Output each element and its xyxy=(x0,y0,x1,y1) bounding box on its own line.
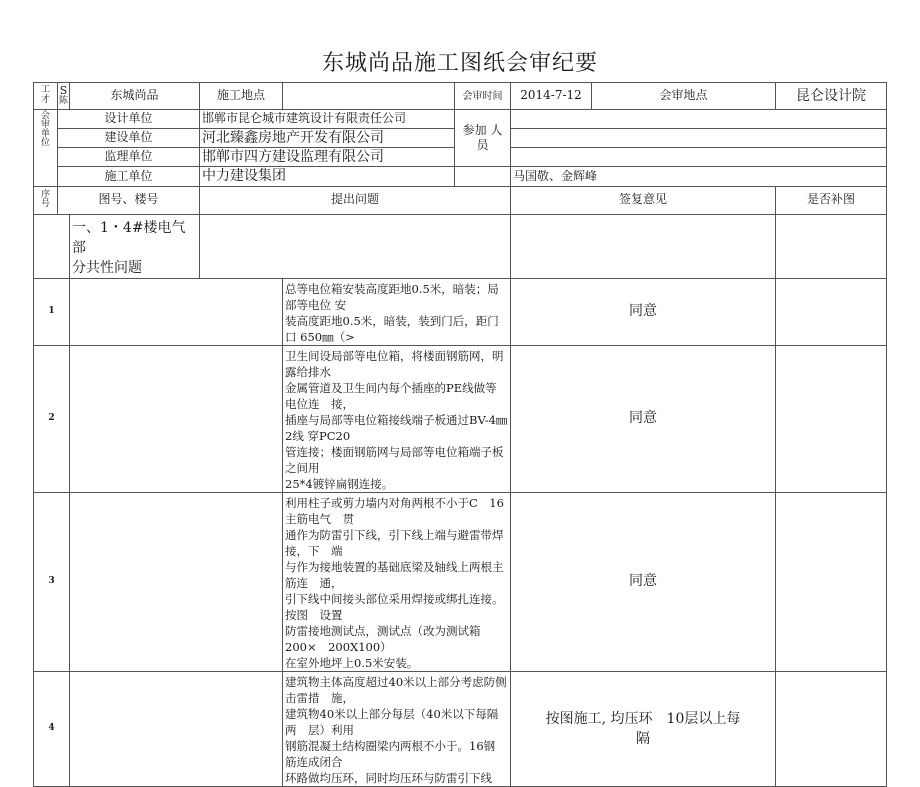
participants-label-blank xyxy=(455,167,511,186)
unit-name: 邯郸市四方建设监理有限公司 xyxy=(200,148,455,167)
item-issue: 建筑物主体高度超过40米以上部分考虑防侧击雷措 施， 建筑物40米以上部分每层（40米以下每隔两 层）利用 钢筋混凝土结构圈梁内两根不小于。16钢 筋连成闭合 环路做均压环，同时均压环与防雷引下线 xyxy=(283,671,511,786)
units-side-label: 会审单位 xyxy=(34,110,58,187)
col-drawing: 图号、楼号 xyxy=(58,186,200,214)
item-reply: 同意 xyxy=(511,492,776,671)
participant-cell xyxy=(511,110,887,129)
site-value xyxy=(283,83,455,110)
column-header-row xyxy=(34,186,887,214)
project-name: 东城尚品 xyxy=(70,83,200,110)
unit-name: 邯郸市昆仑城市建筑设计有限责任公司 xyxy=(200,110,455,129)
item-issue: 总等电位箱安装高度距地0.5米，暗装；局部等电位 安 装高度距地0.5米，暗装，装到门后，距门口 650㎜（> xyxy=(283,278,511,345)
header-info-row xyxy=(34,83,887,110)
project-side-label: 工 才 xyxy=(34,83,58,110)
review-table xyxy=(33,82,887,787)
meeting-time-value: 2014-7-12 xyxy=(511,83,592,109)
document-title: 东城尚品施工图纸会审纪要 xyxy=(321,51,598,76)
table-row xyxy=(34,671,887,786)
participants-label: 参加 人 员 xyxy=(455,110,511,167)
s-label: S 陈 xyxy=(58,83,70,110)
unit-row xyxy=(34,167,887,186)
item-number: 2 xyxy=(34,345,70,492)
section-heading: 一、1・4#楼电气部 分共性问题 xyxy=(70,214,200,278)
meeting-place-value: 昆仑设计院 xyxy=(776,83,887,110)
unit-row xyxy=(34,110,887,129)
table-row xyxy=(34,278,887,345)
site-label: 施工地点 xyxy=(200,83,283,110)
meeting-time-group xyxy=(511,83,776,110)
col-issue: 提出问题 xyxy=(200,186,511,214)
participant-cell: 马国敬、金辉峰 xyxy=(511,167,887,186)
item-number: 4 xyxy=(34,671,70,786)
item-reply: 同意 xyxy=(511,278,776,345)
section-row xyxy=(34,214,887,278)
item-issue: 利用柱子或剪力墙内对角两根不小于C 16主筋电气 贯 通作为防雷引下线，引下线上端与避雷带焊接，下 端 与作为接地装置的基础底梁及轴线上两根主筋连 通， 引下线中间接头部位采用焊接或绑扎连接。按图 设置 防雷接地测试点，测试点（改为测试箱200× 200X100） 在室外地坪上0.5米安装。 xyxy=(283,492,511,671)
unit-role: 设计单位 xyxy=(58,110,200,129)
meeting-time-label: 会审时间 xyxy=(455,83,511,110)
col-reply: 签复意见 xyxy=(511,186,776,214)
unit-name: 河北臻鑫房地产开发有限公司 xyxy=(200,129,455,148)
meeting-place-label: 会审地点 xyxy=(659,88,708,103)
item-reply: 同意 xyxy=(511,345,776,492)
table-row xyxy=(34,345,887,492)
participant-cell xyxy=(511,129,887,148)
item-number: 1 xyxy=(34,278,70,345)
col-seq: 序号 xyxy=(34,186,58,214)
item-reply: 按图施工, 均压环 10层以上每 隔 xyxy=(511,671,776,786)
item-issue: 卫生间设局部等电位箱，将楼面钢筋网，明露给排水 金属管道及卫生间内每个插座的PE线做等电位连 接， 插座与局部等电位箱接线端子板通过BV-4㎜2线 穿PC20 管连接；楼面钢筋网与局部等电位箱端子板 之间用 25*4镀锌扁钢连接。 xyxy=(283,345,511,492)
unit-role: 施工单位 xyxy=(58,167,200,186)
table-row xyxy=(34,492,887,671)
col-supplement: 是否补图 xyxy=(776,186,887,214)
unit-role: 监理单位 xyxy=(58,148,200,167)
item-number: 3 xyxy=(34,492,70,671)
unit-name: 中力建设集团 xyxy=(200,167,455,186)
participant-cell xyxy=(511,148,887,167)
unit-role: 建设单位 xyxy=(58,129,200,148)
